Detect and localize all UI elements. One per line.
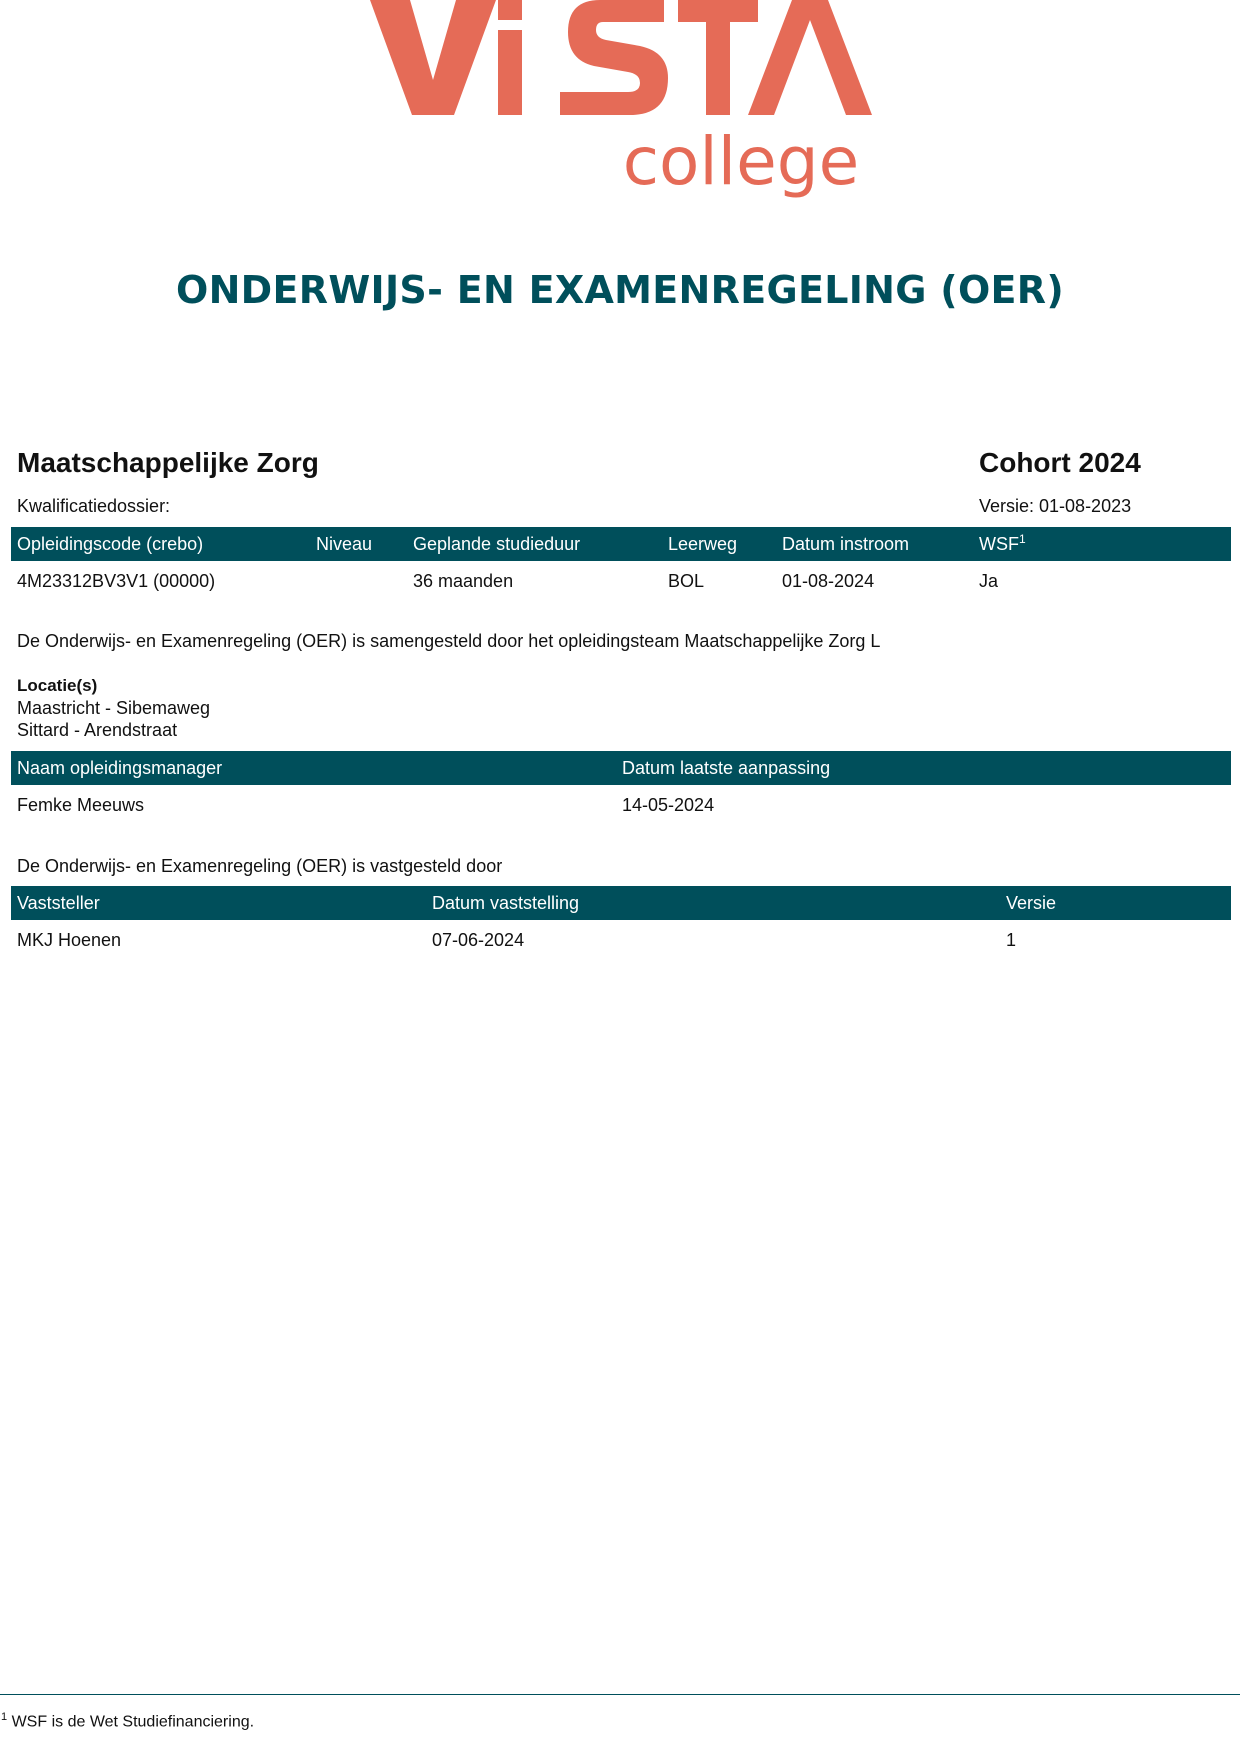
locations-title: Locatie(s) (17, 676, 98, 695)
adoption-table-header (11, 886, 1231, 920)
header-learning-path: Leerweg (668, 534, 738, 554)
footnote-divider (0, 1694, 1240, 1695)
location-item: Maastricht - Sibemaweg (17, 698, 211, 718)
logo-letter-i-dot (498, 0, 522, 20)
program-table-header (11, 527, 1231, 561)
logo-letter-t-bar (678, 0, 758, 22)
header-manager-name: Naam opleidingsmanager (17, 758, 223, 778)
adoption-date-value: 07-06-2024 (432, 930, 525, 950)
composition-text: De Onderwijs- en Examenregeling (OER) is samengesteld door het opleidingsteam Maatschappelijke Zorg L (17, 631, 881, 651)
vista-college-logo (0, 0, 1240, 210)
footnote-mark: 1 (1, 1711, 8, 1723)
last-modified-value: 14-05-2024 (622, 795, 715, 815)
adoption-table-row (11, 923, 1231, 957)
footnote-text: WSF is de Wet Studiefinanciering. (11, 1713, 255, 1731)
version-label: Versie: 01-08-2023 (979, 496, 1132, 516)
header-last-modified: Datum laatste aanpassing (622, 758, 831, 778)
location-item: Sittard - Arendstraat (17, 720, 178, 740)
logo-subline: college (622, 123, 860, 200)
header-wsf (979, 527, 1026, 561)
header-intake-date: Datum instroom (782, 534, 910, 554)
crebo-value: 4M23312BV3V1 (00000) (17, 571, 216, 591)
program-table-row (11, 564, 1231, 598)
logo-letter-v (370, 0, 496, 115)
learning-path-value: BOL (668, 571, 705, 591)
header-crebo: Opleidingscode (crebo) (17, 534, 204, 554)
header-version: Versie (1006, 893, 1057, 913)
version-value: 1 (1006, 930, 1017, 950)
intake-date-value: 01-08-2024 (782, 571, 875, 591)
header-wsf-label: WSF (979, 534, 1019, 554)
manager-table-header (11, 751, 1231, 785)
qualification-file-label: Kwalificatiedossier: (17, 496, 171, 516)
header-adopter: Vaststeller (17, 893, 100, 913)
wsf-footnote-ref[interactable]: 1 (1019, 532, 1026, 546)
logo-letter-i (498, 30, 522, 115)
header-adoption-date: Datum vaststelling (432, 893, 580, 913)
document-title: ONDERWIJS- EN EXAMENREGELING (OER) (175, 268, 1065, 312)
header-level: Niveau (316, 534, 373, 554)
wsf-value: Ja (979, 571, 999, 591)
adopter-value: MKJ Hoenen (17, 930, 122, 950)
manager-table-row (11, 788, 1231, 822)
study-duration-value: 36 maanden (413, 571, 514, 591)
header-study-duration: Geplande studieduur (413, 534, 581, 554)
footnote (1, 1711, 254, 1731)
adoption-text: De Onderwijs- en Examenregeling (OER) is vastgesteld door (17, 856, 503, 876)
manager-name-value: Femke Meeuws (17, 795, 145, 815)
program-name: Maatschappelijke Zorg (17, 447, 319, 478)
logo-letter-t-stem (706, 22, 730, 115)
cohort-label: Cohort 2024 (979, 447, 1141, 478)
logo-letter-s (560, 0, 668, 115)
logo-letter-a (748, 0, 872, 115)
logo-graphic (0, 0, 1240, 210)
